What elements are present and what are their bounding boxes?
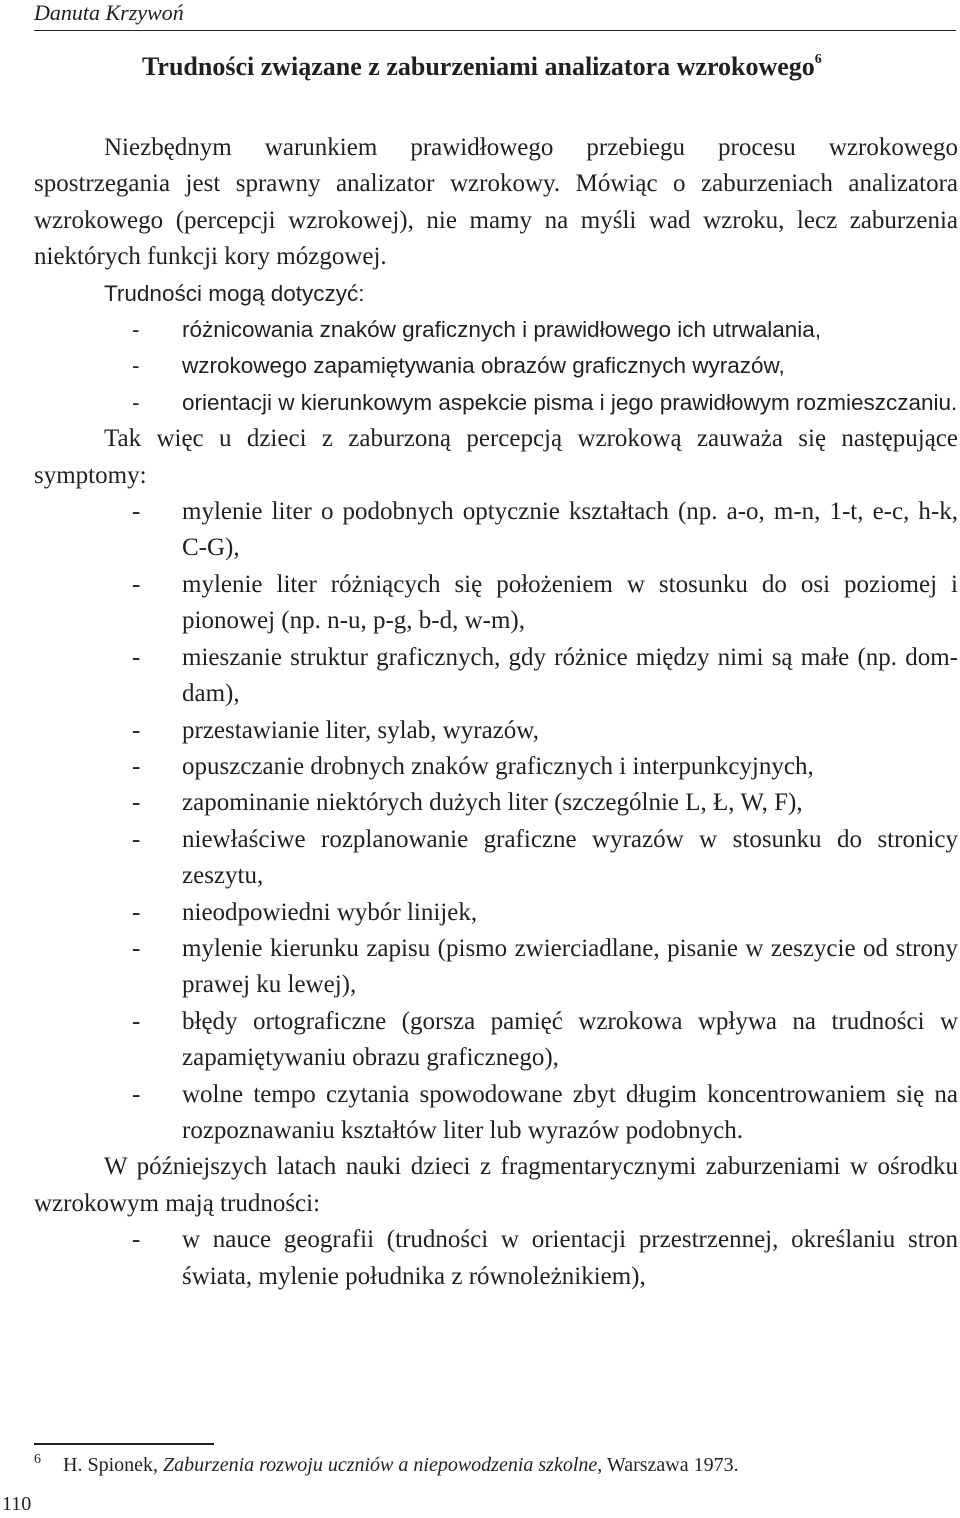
section-title-text: Trudności związane z zaburzeniami analizatora wzrokowego — [142, 52, 815, 81]
list-item — [34, 822, 958, 895]
list-item — [34, 640, 958, 713]
page-number: 110 — [2, 1493, 32, 1515]
list-item-text: wzrokowego zapamiętywania obrazów graficznych wyrazów, — [182, 353, 785, 379]
list-item — [34, 1004, 958, 1077]
footnote-rule — [34, 1443, 214, 1445]
footnote-book-title: Zaburzenia rozwoju uczniów a niepowodzenia szkolne — [163, 1454, 598, 1476]
symptoms-list — [34, 494, 958, 1149]
list-item — [34, 567, 958, 640]
list-dash: - — [132, 643, 141, 671]
list-item-text: różnicowania znaków graficznych i prawidłowego ich utrwalania, — [182, 317, 822, 343]
list-item — [34, 1222, 958, 1295]
footnote-reference: 6 — [814, 52, 822, 67]
list-item — [34, 785, 958, 821]
footnote-publication: , Warszawa 1973. — [597, 1454, 739, 1476]
list-item — [34, 348, 958, 384]
running-header-author: Danuta Krzywoń — [34, 0, 184, 25]
list-item-text: błędy ortograficzne (gorsza pamięć wzrokowa wpływa na trudności w zapamiętywaniu obrazu graficznego), — [182, 1007, 958, 1072]
difficulties-list — [34, 312, 958, 421]
list-dash: - — [132, 752, 141, 780]
list-dash: - — [132, 570, 141, 598]
list-item-text: orientacji w kierunkowym aspekcie pisma i jego prawidłowym rozmieszczaniu. — [182, 389, 958, 415]
list-item-text: mylenie liter o podobnych optycznie kształtach (np. a-o, m-n, 1-t, e-c, h-k, C-G), — [182, 498, 958, 562]
list-dash: - — [132, 898, 141, 926]
difficulties-lead: Trudności mogą dotyczyć: — [104, 280, 365, 306]
footnote — [34, 1452, 958, 1478]
list-item-text: mieszanie struktur graficznych, gdy różnice między nimi są małe (np. dom-dam), — [182, 643, 958, 708]
list-dash: - — [132, 825, 141, 853]
later-years-list — [34, 1222, 958, 1295]
list-item-text: niewłaściwe rozplanowanie graficzne wyrazów w stosunku do stronicy zeszytu, — [182, 825, 958, 890]
intro-paragraph: Niezbędnym warunkiem prawidłowego przebiegu procesu wzrokowego spostrzegania jest sprawny analizator wzrokowy. Mówiąc o zaburzeniach analizatora wzrokowego (percepcji wzrokowej), nie mamy na myśli wad wzroku, lecz zaburzenia niektórych funkcji kory mózgowej. — [34, 134, 958, 271]
list-item — [34, 385, 958, 421]
list-dash: - — [132, 317, 140, 343]
list-dash: - — [132, 1080, 141, 1108]
later-years-lead: W późniejszych latach nauki dzieci z fragmentarycznymi zaburzeniami w ośrodku wzrokowym mają trudności: — [34, 1153, 958, 1217]
list-item-text: przestawianie liter, sylab, wyrazów, — [182, 716, 539, 744]
list-dash: - — [132, 934, 141, 962]
list-item-text: mylenie kierunku zapisu (pismo zwierciadlane, pisanie w zeszycie od strony prawej ku lewej), — [182, 934, 958, 999]
list-dash: - — [132, 389, 140, 415]
list-item-text: w nauce geografii (trudności w orientacji przestrzennej, określaniu stron świata, mylenie południka z równoleżnikiem), — [182, 1226, 958, 1290]
list-dash: - — [132, 789, 141, 817]
list-dash: - — [132, 498, 141, 526]
list-item-text: nieodpowiedni wybór linijek, — [182, 898, 478, 926]
footnote-number: 6 — [34, 1452, 41, 1467]
list-item — [34, 895, 958, 931]
list-item — [34, 1077, 958, 1150]
list-item-text: mylenie liter różniących się położeniem w stosunku do osi poziomej i pionowej (np. n-u, p-g, b-d, w-m), — [182, 570, 958, 635]
body-text — [34, 130, 958, 1295]
list-item-text: opuszczanie drobnych znaków graficznych i interpunkcyjnych, — [182, 752, 814, 780]
list-item — [34, 312, 958, 348]
list-item — [34, 713, 958, 749]
list-dash: - — [132, 1226, 141, 1254]
list-item-text: wolne tempo czytania spowodowane zbyt długim koncentrowaniem się na rozpoznawaniu kształtów liter lub wyrazów podobnych. — [182, 1080, 958, 1144]
list-item — [34, 749, 958, 785]
list-item-text: zapominanie niektórych dużych liter (szczególnie L, Ł, W, F), — [182, 789, 803, 817]
header-rule — [34, 30, 956, 31]
footnote-text — [63, 1454, 739, 1476]
list-item — [34, 494, 958, 567]
list-dash: - — [132, 716, 141, 744]
list-item — [34, 931, 958, 1004]
footnote-author: H. Spionek, — [63, 1454, 158, 1476]
section-title — [142, 50, 822, 84]
list-dash: - — [132, 353, 140, 379]
list-dash: - — [132, 1007, 141, 1035]
symptoms-lead: Tak więc u dzieci z zaburzoną percepcją wzrokową zauważa się następujące symptomy: — [34, 425, 958, 489]
